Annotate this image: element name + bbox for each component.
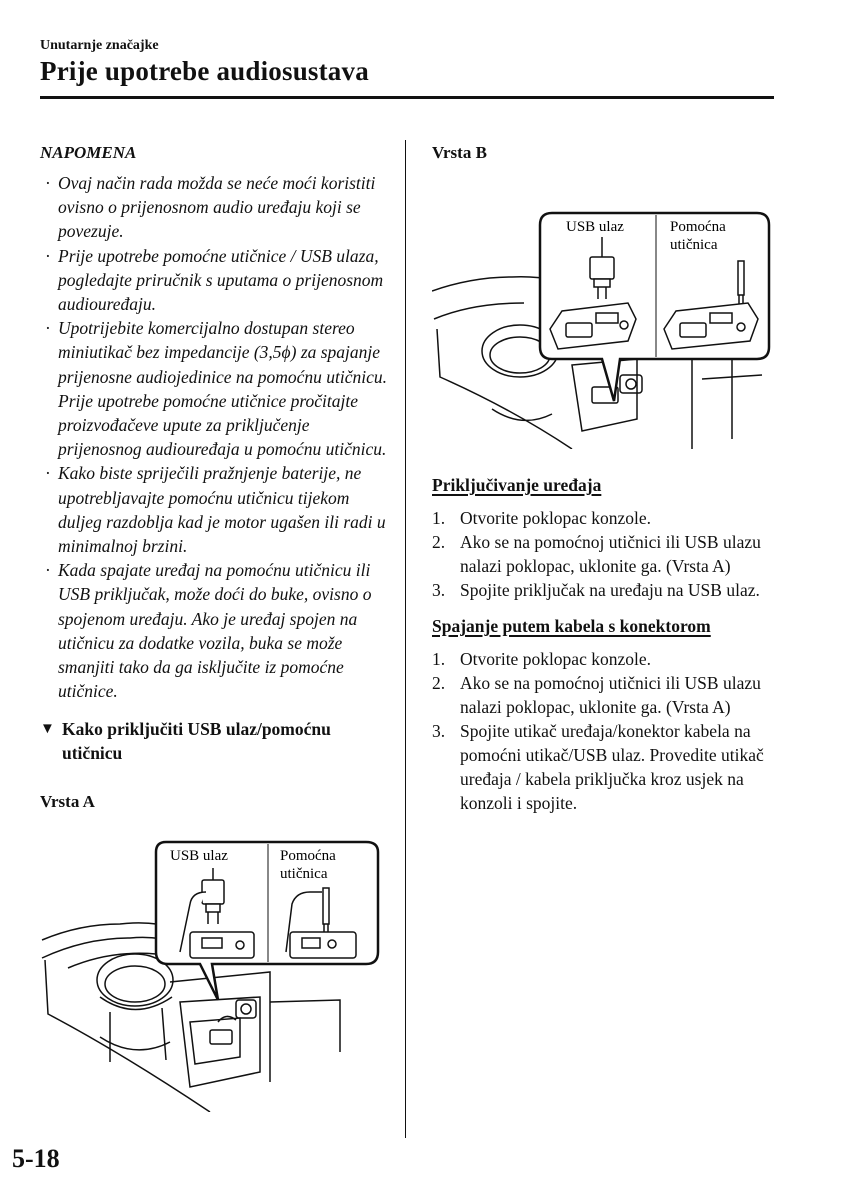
- right-column: [432, 143, 777, 815]
- note-item: · Ovaj način rada možda se neće moći koristiti ovisno o prijenosnom audio uređaju koji se povezuje.: [40, 171, 390, 244]
- aux-jack-label-2: utičnica: [670, 237, 718, 253]
- step-item: [432, 506, 777, 530]
- connect-cable-steps: [432, 647, 777, 815]
- step-text: Otvorite poklopac konzole.: [460, 649, 651, 669]
- left-column: [40, 143, 390, 1112]
- step-text: Spojite priključak na uređaju na USB ulaz.: [460, 580, 760, 600]
- connect-cable-heading: Spajanje putem kabela s konektorom: [432, 616, 711, 636]
- step-item: [432, 578, 777, 602]
- usb-port-label: USB ulaz: [566, 219, 624, 235]
- note-item: · Upotrijebite komercijalno dostupan stereo miniutikač bez impedancije (3,5ϕ) za spajanje prijenosne audiojedinice na pomoćnu utičnicu. Prije upotrebe pomoćne utičnice pročitajte proizvođačeve upute za priključenje prijenosnog audiouređaja u pomoćnu utičnicu.: [40, 316, 390, 461]
- section-label: Unutarnje značajke: [40, 38, 159, 53]
- step-text: Ako se na pomoćnoj utičnici ili USB ulazu nalazi poklopac, uklonite ga. (Vrsta A): [460, 532, 761, 576]
- connect-device-heading: Priključivanje uređaja: [432, 475, 602, 495]
- connect-device-steps: [432, 506, 777, 602]
- step-number: 3.: [432, 721, 446, 741]
- step-number: 2.: [432, 532, 446, 552]
- variant-a-illustration: [40, 832, 385, 1112]
- aux-jack-label-2: utičnica: [280, 866, 328, 883]
- column-divider: [405, 140, 406, 1138]
- variant-b-label: Vrsta B: [432, 143, 487, 162]
- page-title: Prije upotrebe audiosustava: [40, 56, 369, 86]
- step-number: 2.: [432, 673, 446, 693]
- step-text: Ako se na pomoćnoj utičnici ili USB ulazu nalazi poklopac, uklonite ga. (Vrsta A): [460, 673, 761, 717]
- variant-b-illustration: [432, 179, 777, 449]
- step-number: 3.: [432, 580, 446, 600]
- note-list: [40, 171, 390, 703]
- title-rule: [40, 96, 774, 99]
- note-title: NAPOMENA: [40, 143, 137, 162]
- step-item: [432, 671, 777, 719]
- note-item: · Kada spajate uređaj na pomoćnu utičnicu ili USB priključak, može doći do buke, ovisno o spojenom uređaju. Ako je uređaj spojen na utičnicu za dodatke vozila, buka se može smanjiti tako da ga isključite iz pomoćne utičnice.: [40, 558, 390, 703]
- step-number: 1.: [432, 649, 446, 669]
- connect-heading-text: Kako priključiti USB ulaz/pomoćnu utičnicu: [62, 719, 331, 764]
- triangle-marker-icon: ▼: [40, 721, 55, 738]
- usb-port-label: USB ulaz: [170, 848, 228, 865]
- connect-heading: [40, 717, 390, 765]
- step-item: [432, 719, 777, 815]
- step-text: Otvorite poklopac konzole.: [460, 508, 651, 528]
- note-item: · Prije upotrebe pomoćne utičnice / USB ulaza, pogledajte priručnik s uputama o prijenosnom audiouređaju.: [40, 244, 390, 317]
- aux-jack-label-1: Pomoćna: [670, 219, 726, 235]
- step-item: [432, 647, 777, 671]
- step-number: 1.: [432, 508, 446, 528]
- step-item: [432, 530, 777, 578]
- aux-jack-label-1: Pomoćna: [280, 848, 336, 865]
- note-item: · Kako biste spriječili pražnjenje baterije, ne upotrebljavajte pomoćnu utičnicu tijekom duljeg razdoblja kad je motor ugašen ili radi u minimalnoj brzini.: [40, 461, 390, 558]
- step-text: Spojite utikač uređaja/konektor kabela na pomoćni utikač/USB ulaz. Provedite utikač uređaja / kabela priključka kroz usjek na konzoli i spojite.: [460, 721, 764, 813]
- variant-a-label: Vrsta A: [40, 792, 95, 812]
- page-number: 5-18: [12, 1144, 60, 1173]
